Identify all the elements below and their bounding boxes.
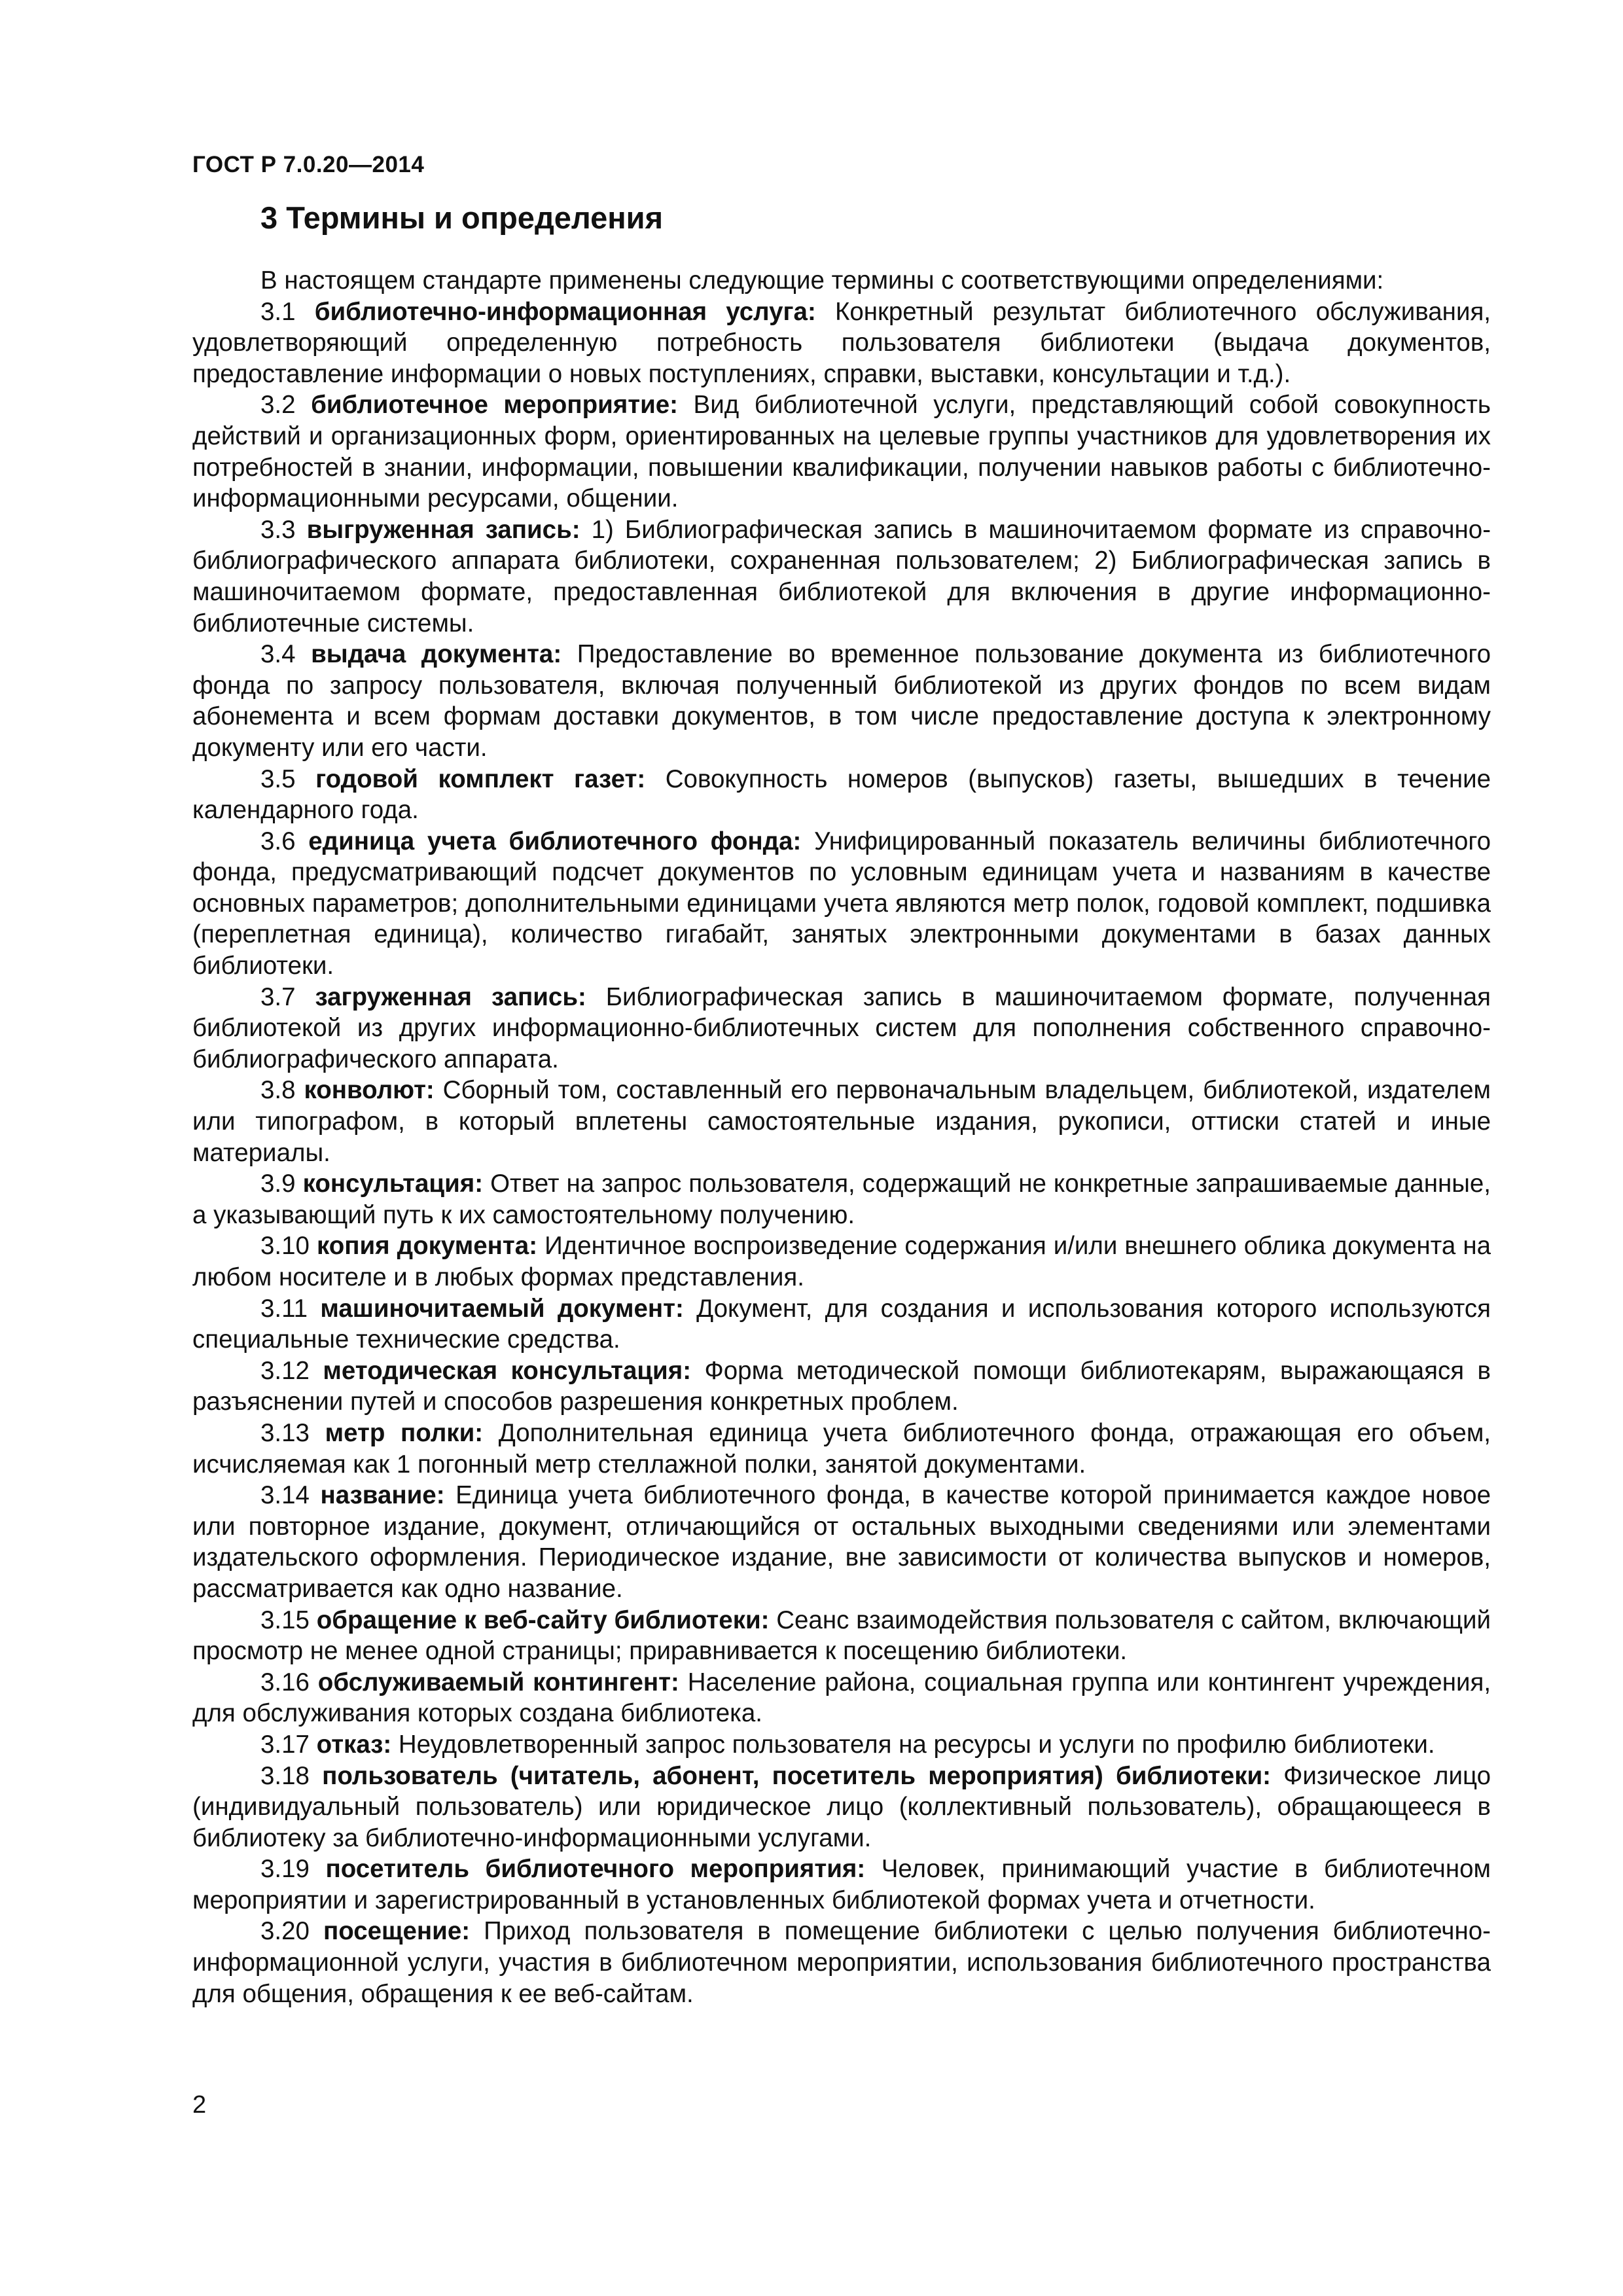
term-definition: Документ, для создания и использования которого используются специальные технические средства.: [192, 1294, 1491, 1354]
term-number: 3.7: [260, 982, 296, 1011]
term-entry: [192, 1761, 1491, 1854]
section-intro: В настоящем стандарте применены следующие термины с соответствующими определениями:: [260, 266, 1384, 295]
term-entry: [192, 1293, 1491, 1355]
term-number: 3.9: [260, 1170, 296, 1198]
term-name: библиотечное мероприятие:: [311, 391, 678, 420]
term-name: посетитель библиотечного мероприятия:: [325, 1855, 866, 1884]
term-entry: [192, 764, 1491, 826]
term-name: выгруженная запись:: [306, 515, 580, 544]
term-name: метр полки:: [325, 1418, 484, 1447]
term-definition: Форма методической помощи библиотекарям, выражающаяся в разъяснении путей и способов разрешения конкретных проблем.: [192, 1356, 1491, 1416]
term-entry: [192, 1418, 1491, 1480]
term-entry: [192, 514, 1491, 639]
term-name: загруженная запись:: [315, 982, 586, 1011]
section-title: 3 Термины и определения: [260, 200, 663, 235]
term-name: обслуживаемый контингент:: [317, 1668, 679, 1696]
term-entry: [192, 1667, 1491, 1729]
term-definition: Библиографическая запись в машиночитаемом формате, полученная библиотекой из других информационно-библиотечных систем для пополнения собственного справочно-библиографического аппарата.: [192, 982, 1491, 1073]
term-entry: [192, 1355, 1491, 1418]
section-body: [192, 265, 1491, 2009]
term-name: отказ:: [316, 1730, 392, 1759]
term-name: конволют:: [304, 1076, 435, 1105]
term-entry: [192, 1916, 1491, 2009]
term-name: посещение:: [323, 1917, 471, 1946]
term-definition: Идентичное воспроизведение содержания и/или внешнего облика документа на любом носителе и в любых формах представления.: [192, 1232, 1491, 1291]
term-definition: Сеанс взаимодействия пользователя с сайтом, включающий просмотр не менее одной страницы; приравнивается к посещению библиотеки.: [192, 1605, 1491, 1666]
term-name: название:: [320, 1481, 445, 1510]
term-number: 3.13: [260, 1418, 310, 1447]
term-definition: Совокупность номеров (выпусков) газеты, вышедших в течение календарного года.: [192, 764, 1491, 825]
term-number: 3.1: [260, 297, 296, 326]
term-entry: [192, 1480, 1491, 1604]
term-number: 3.18: [260, 1761, 310, 1790]
term-definition: 1) Библиографическая запись в машиночитаемом формате из справочно-библиографического аппарата библиотеки, сохраненная пользователем; 2) Библиографическая запись в машиночитаемом формате, предоставленная библиотекой для включения в другие информационно-библиотечные системы.: [192, 515, 1491, 637]
term-entry: [192, 1605, 1491, 1667]
term-name: обращение к веб-сайту библиотеки:: [316, 1605, 770, 1634]
term-number: 3.10: [260, 1232, 310, 1261]
document-code-header: ГОСТ Р 7.0.20—2014: [192, 152, 425, 177]
term-definition: Физическое лицо (индивидуальный пользователь) или юридическое лицо (коллективный пользователь), обращающееся в библиотеку за библиотечно-информационными услугами.: [192, 1761, 1491, 1852]
term-entry: [192, 1168, 1491, 1230]
term-definition: Вид библиотечной услуги, представляющий собой совокупность действий и организационных форм, ориентированных на целевые группы участников для удовлетворения их потребностей в знании, информации, повышении квалификации, получении навыков работы с библиотечно-информационными ресурсами, общении.: [192, 391, 1491, 513]
term-number: 3.16: [260, 1668, 310, 1696]
term-definition: Человек, принимающий участие в библиотечном мероприятии и зарегистрированный в установленных библиотекой формах учета и отчетности.: [192, 1855, 1491, 1914]
term-name: выдача документа:: [311, 640, 562, 669]
term-name: годовой комплект газет:: [315, 764, 646, 793]
term-name: консультация:: [302, 1170, 484, 1198]
term-definition: Неудовлетворенный запрос пользователя на ресурсы и услуги по профилю библиотеки.: [398, 1730, 1435, 1759]
term-number: 3.6: [260, 827, 296, 855]
term-definition: Приход пользователя в помещение библиотеки с целью получения библиотечно-информационной услуги, участия в библиотечном мероприятии, использования библиотечного пространства для общения, обращения к ее веб-сайтам.: [192, 1917, 1491, 2008]
term-entry: [192, 826, 1491, 982]
term-number: 3.15: [260, 1605, 310, 1634]
term-entry: [192, 389, 1491, 514]
term-number: 3.5: [260, 764, 296, 793]
term-number: 3.3: [260, 515, 296, 544]
page-number: 2: [192, 2091, 207, 2119]
term-number: 3.17: [260, 1730, 310, 1759]
terms-list: [192, 296, 1491, 2010]
term-name: пользователь (читатель, абонент, посетитель мероприятия) библиотеки:: [322, 1761, 1271, 1790]
term-number: 3.12: [260, 1356, 310, 1385]
term-number: 3.11: [260, 1294, 308, 1323]
term-entry: [192, 982, 1491, 1075]
term-definition: Предоставление во временное пользование документа из библиотечного фонда по запросу пользователя, включая полученный библиотекой из других фондов по всем видам абонемента и всем формам доставки документов, в том числе предоставление доступа к электронному документу или его части.: [192, 640, 1491, 762]
term-number: 3.19: [260, 1855, 310, 1884]
term-name: единица учета библиотечного фонда:: [308, 827, 802, 855]
term-name: библиотечно-информационная услуга:: [314, 297, 816, 326]
term-definition: Конкретный результат библиотечного обслуживания, удовлетворяющий определенную потребность пользователя библиотеки (выдача документов, предоставление информации о новых поступлениях, справки, выставки, консультации и т.д.).: [192, 297, 1491, 388]
term-number: 3.2: [260, 391, 296, 420]
term-entry: [192, 1230, 1491, 1293]
term-entry: [192, 1729, 1491, 1761]
term-entry: [192, 639, 1491, 763]
term-definition: Сборный том, составленный его первоначальным владельцем, библиотекой, издателем или типографом, в который вплетены самостоятельные издания, рукописи, оттиски статей и иные материалы.: [192, 1076, 1491, 1167]
term-entry: [192, 1854, 1491, 1916]
term-entry: [192, 296, 1491, 390]
term-definition: Единица учета библиотечного фонда, в качестве которой принимается каждое новое или повторное издание, документ, отличающийся от остальных выходными сведениями или элементами издательского оформления. Периодическое издание, вне зависимости от количества выпусков и номеров, рассматривается как одно название.: [192, 1481, 1491, 1603]
term-definition: Дополнительная единица учета библиотечного фонда, отражающая его объем, исчисляемая как 1 погонный метр стеллажной полки, занятой документами.: [192, 1418, 1491, 1479]
term-number: 3.8: [260, 1076, 296, 1105]
term-definition: Население района, социальная группа или контингент учреждения, для обслуживания которых создана библиотека.: [192, 1668, 1491, 1728]
term-entry: [192, 1075, 1491, 1168]
term-number: 3.14: [260, 1481, 310, 1510]
term-name: машиночитаемый документ:: [320, 1294, 684, 1323]
term-number: 3.20: [260, 1917, 310, 1946]
term-definition: Унифицированный показатель величины библиотечного фонда, предусматривающий подсчет документов по условным единицам учета и названиям в качестве основных параметров; дополнительными единицами учета являются метр полок, годовой комплект, подшивка (переплетная единица), количество гигабайт, занятых электронными документами в базах данных библиотеки.: [192, 827, 1491, 980]
term-definition: Ответ на запрос пользователя, содержащий не конкретные запрашиваемые данные, а указывающий путь к их самостоятельному получению.: [192, 1170, 1491, 1229]
term-name: копия документа:: [316, 1232, 538, 1261]
term-number: 3.4: [260, 640, 296, 669]
term-name: методическая консультация:: [323, 1356, 692, 1385]
